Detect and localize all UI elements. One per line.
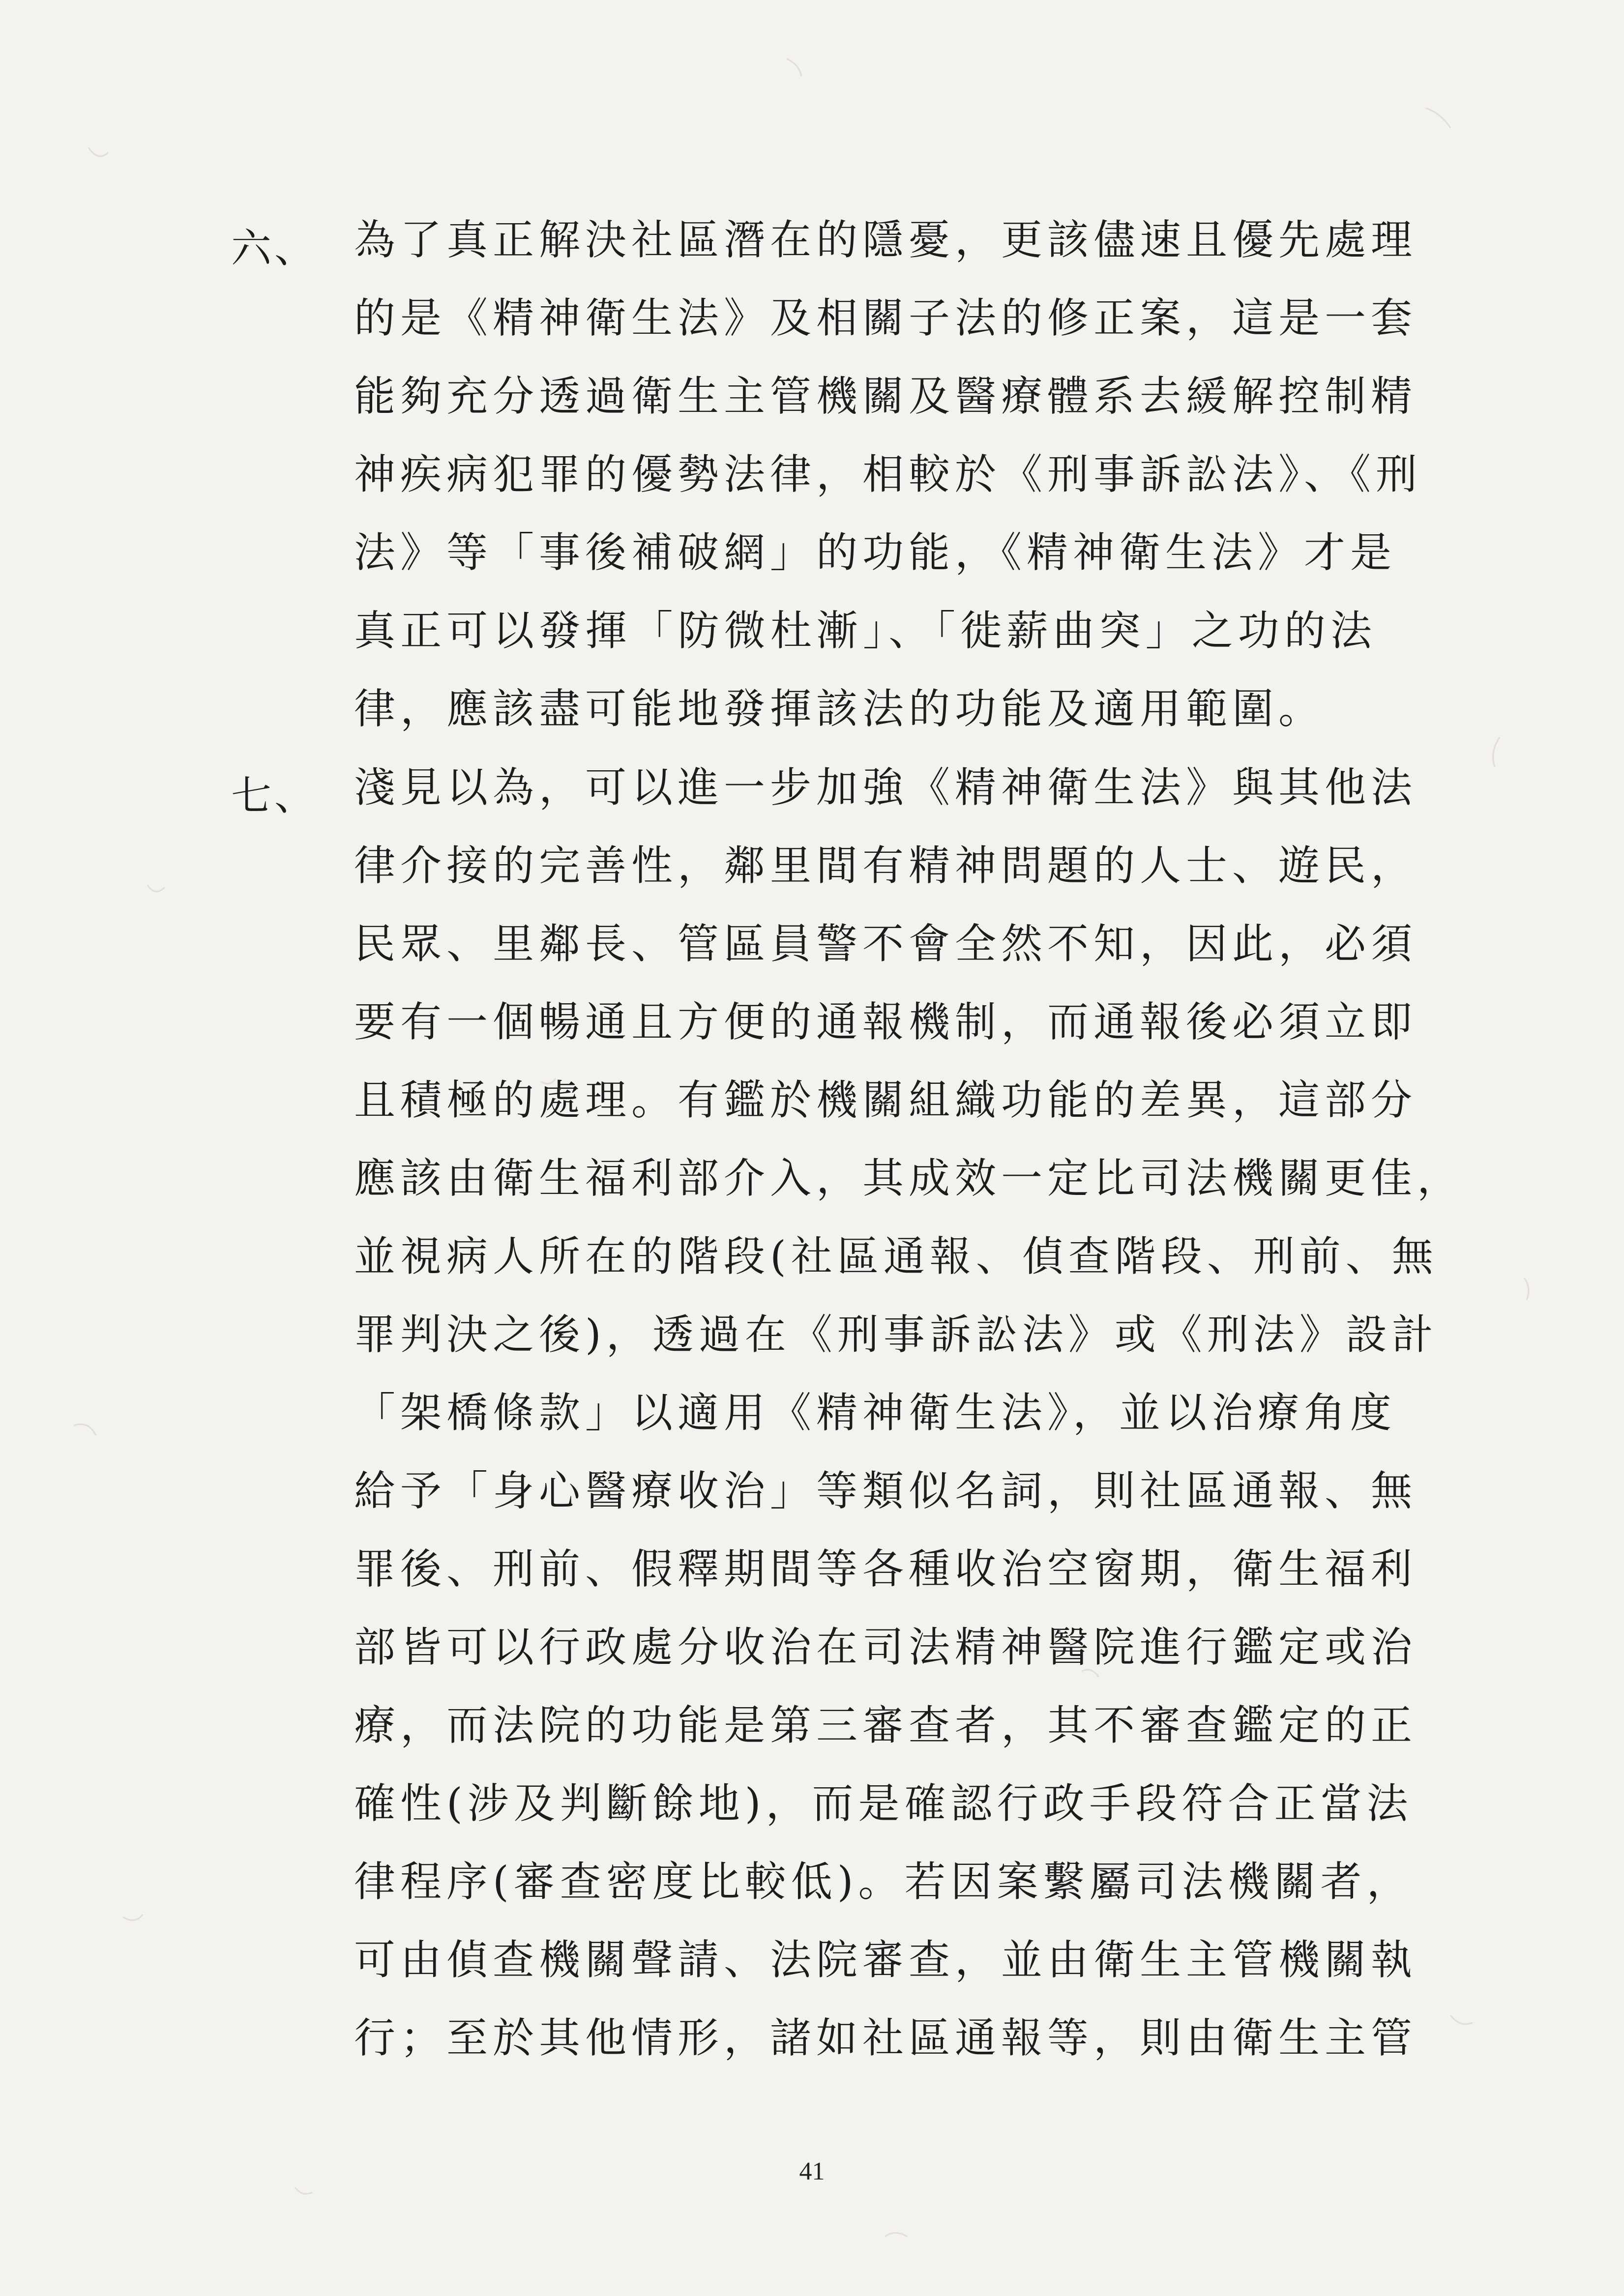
item-number: 七、 (231, 773, 318, 819)
text-line: 且積極的處理。有鑑於機關組織功能的差異，這部分 (354, 1076, 1417, 1124)
item-paragraph (354, 216, 1422, 763)
item-number: 六、 (231, 225, 318, 272)
text-line: 為了真正解決社區潛在的隱憂，更該儘速且優先處理 (354, 216, 1417, 264)
text-line: 律介接的完善性，鄰里間有精神問題的人士、遊民， (354, 842, 1417, 890)
text-line: 律，應該盡可能地發揮該法的功能及適用範圍。 (354, 685, 1325, 733)
text-line: 真正可以發揮「防微杜漸」、「徙薪曲突」之功的法 (354, 607, 1377, 655)
text-line: 給予「身心醫療收治」等類似名詞，則社區通報、無 (354, 1467, 1417, 1515)
text-line: 罪判決之後)，透過在《刑事訴訟法》或《刑法》設計 (354, 1310, 1438, 1359)
text-line: 行；至於其他情形，諸如社區通報等，則由衛生主管 (354, 2014, 1417, 2062)
item-paragraph (354, 763, 1464, 2093)
text-line: 並視病人所在的階段(社區通報、偵查階段、刑前、無 (354, 1232, 1438, 1280)
text-line: 淺見以為，可以進一步加強《精神衛生法》與其他法 (354, 763, 1417, 812)
text-line: 應該由衛生福利部介入，其成效一定比司法機關更佳， (354, 1154, 1464, 1202)
text-line: 能夠充分透過衛生主管機關及醫療體系去緩解控制精 (354, 372, 1417, 420)
text-line: 確性(涉及判斷餘地)，而是確認行政手段符合正當法 (354, 1779, 1413, 1828)
text-line: 的是《精神衛生法》及相關子法的修正案，這是一套 (354, 294, 1417, 342)
text-line: 「架橋條款」以適用《精神衛生法》，並以治療角度 (354, 1389, 1397, 1437)
text-line: 民眾、里鄰長、管區員警不會全然不知，因此，必須 (354, 920, 1417, 968)
text-line: 律程序(審查密度比較低)。若因案繫屬司法機關者， (354, 1858, 1413, 1906)
text-line: 神疾病犯罪的優勢法律，相較於《刑事訴訟法》、《刑 (354, 450, 1422, 498)
text-line: 罪後、刑前、假釋期間等各種收治空窗期，衛生福利 (354, 1545, 1417, 1593)
text-line: 療，而法院的功能是第三審查者，其不審查鑑定的正 (354, 1701, 1417, 1749)
text-line: 要有一個暢通且方便的通報機制，而通報後必須立即 (354, 998, 1417, 1046)
text-line: 部皆可以行政處分收治在司法精神醫院進行鑑定或治 (354, 1623, 1417, 1671)
text-line: 法》等「事後補破網」的功能，《精神衛生法》才是 (354, 528, 1397, 577)
text-line: 可由偵查機關聲請、法院審查，並由衛生主管機關執 (354, 1936, 1417, 1984)
page-number: 41 (799, 2157, 825, 2185)
